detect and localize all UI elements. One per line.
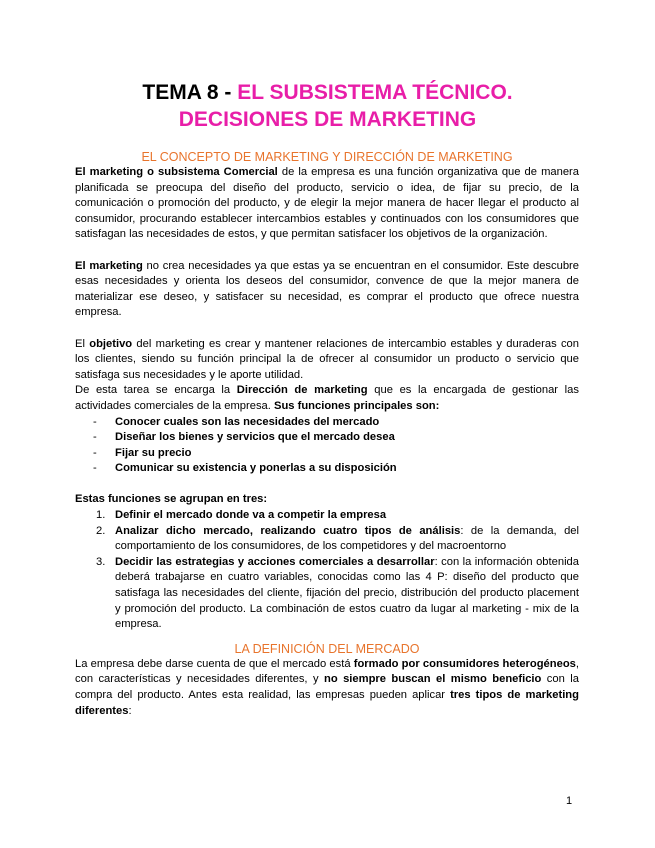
section-heading-market-definition: LA DEFINICIÓN DEL MERCADO	[234, 641, 420, 656]
paragraph-market-definition	[75, 657, 579, 719]
bold-text: El marketing	[75, 259, 143, 272]
paragraph-marketing-objective	[75, 337, 579, 384]
body-text: :	[128, 704, 132, 717]
body-text: : con la información obtenida deberá trabajarse en cuatro variables, conocidas como las 4 P: diseño del producto que satisfaga las necesidades del cliente, fijación del precio, distribución del producto placement y promoción del producto. La combinación de estos cuatro da lugar al marketing - mix de la empresa.	[115, 555, 579, 631]
body-text: que es la encargada de gestionar las actividades comerciales de la empresa.	[75, 384, 579, 412]
functions-list	[75, 415, 579, 477]
list-item	[75, 555, 579, 633]
body-text: : de la demanda, del comportamiento de los consumidores, de los competidores y del macroentorno	[115, 524, 579, 553]
title-line-1	[0, 79, 655, 106]
document-body	[75, 150, 579, 719]
list-number: 2.	[96, 524, 106, 537]
bold-text: tres tipos de marketing diferentes	[75, 689, 579, 717]
body-text: De esta tarea se encarga la	[75, 384, 237, 397]
bold-text: formado por consumidores heterogéneos	[353, 657, 576, 670]
groups-list	[75, 508, 579, 633]
list-item	[75, 508, 579, 524]
body-text: La empresa debe darse cuenta de que el mercado está	[75, 657, 354, 670]
bold-text: Analizar dicho mercado, realizando cuatro tipos de análisis	[115, 524, 461, 537]
groups-intro	[75, 492, 579, 508]
list-item	[75, 524, 579, 555]
list-item: - Conocer cuales son las necesidades del mercado	[75, 415, 579, 431]
list-item: - Diseñar los bienes y servicios que el mercado desea	[75, 430, 579, 446]
bold-text: Estas funciones se agrupan en tres:	[75, 493, 268, 506]
bold-text: no siempre buscan el mismo beneficio	[323, 673, 542, 686]
paragraph-marketing-direction	[75, 383, 579, 414]
body-text: del marketing es crear y mantener relaciones de intercambio estables y duraderas con los clientes, siendo su función principal la de ofrecer al consumidor un producto o servicio que satisfaga sus necesidades y le aporte utilidad.	[75, 337, 579, 381]
bold-text: Decidir las estrategias y acciones comerciales a desarrollar	[115, 555, 435, 568]
paragraph-marketing-definition	[75, 165, 579, 243]
title-prefix: TEMA 8 -	[142, 81, 238, 104]
body-text: , con características y necesidades diferentes, y	[75, 657, 579, 686]
body-text: con la compra del producto. Antes esta realidad, las empresas pueden aplicar	[75, 673, 579, 701]
list-number: 1.	[96, 509, 106, 522]
page-title	[0, 79, 655, 133]
bold-text: objetivo	[89, 337, 133, 350]
list-item: - Comunicar su existencia y ponerlas a su disposición	[75, 461, 579, 477]
section-heading-marketing-concept: EL CONCEPTO DE MARKETING Y DIRECCIÓN DE MARKETING	[141, 150, 513, 164]
bold-text: Sus funciones principales son:	[273, 399, 440, 412]
page-number: 1	[566, 795, 573, 807]
body-text: no crea necesidades ya que estas ya se encuentran en el consumidor. Este descubre esas necesidades y orienta los deseos del consumidor, convence de que la mejor manera de materializar ese deseo, y satisfacer su necesidad, es comprar el producto que ofrece nuestra empresa.	[75, 259, 579, 319]
bold-text: El marketing o subsistema Comercial	[75, 166, 278, 178]
bold-text: Definir el mercado donde va a competir la empresa	[115, 509, 387, 522]
body-text: El	[75, 337, 90, 350]
title-highlight-2: DECISIONES DE MARKETING	[178, 108, 477, 131]
list-item: - Fijar su precio	[75, 446, 579, 462]
list-number: 3.	[96, 555, 106, 568]
bold-text: Dirección de marketing	[236, 384, 368, 397]
body-text: de la empresa es una función organizativa que de manera planificada se preocupa del diseño del producto, servicio o idea, de fijar su precio, de la comunicación o promoción del producto, y de elegir la mejor manera de hacer llegar el producto al consumidor, procurando establecer intercambios estables y continuados con los consumidores que satisfagan las necesidades de estos, y que permitan satisfacer los objetivos de la organización.	[75, 166, 579, 241]
title-highlight-1: EL SUBSISTEMA TÉCNICO.	[237, 81, 513, 104]
paragraph-marketing-needs	[75, 259, 579, 321]
